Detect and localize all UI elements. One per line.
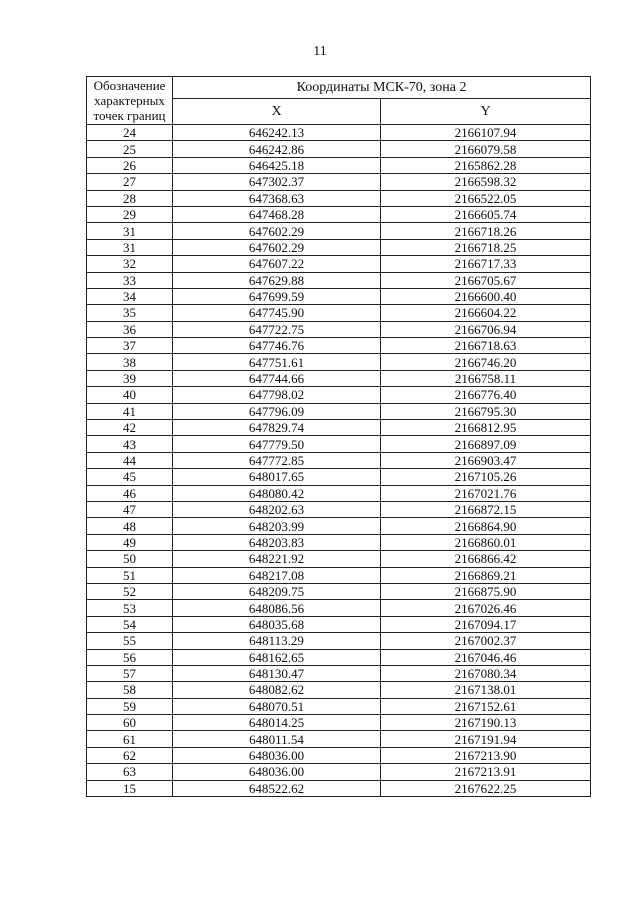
x-cell: 648086.56	[173, 600, 381, 616]
x-cell: 648522.62	[173, 780, 381, 796]
y-cell: 2166746.20	[381, 354, 591, 370]
table-row	[87, 174, 591, 190]
point-cell: 38	[87, 354, 173, 370]
x-cell: 648202.63	[173, 501, 381, 517]
point-cell: 41	[87, 403, 173, 419]
table-row	[87, 354, 591, 370]
point-cell: 47	[87, 501, 173, 517]
table-row	[87, 305, 591, 321]
point-cell: 61	[87, 731, 173, 747]
point-cell: 29	[87, 206, 173, 222]
x-cell: 647602.29	[173, 239, 381, 255]
y-cell: 2167021.76	[381, 485, 591, 501]
y-cell: 2166869.21	[381, 567, 591, 583]
x-cell: 647829.74	[173, 420, 381, 436]
x-cell: 647699.59	[173, 288, 381, 304]
table-row	[87, 288, 591, 304]
y-cell: 2167213.90	[381, 747, 591, 763]
y-cell: 2166795.30	[381, 403, 591, 419]
point-cell: 25	[87, 141, 173, 157]
point-cell: 34	[87, 288, 173, 304]
y-cell: 2166600.40	[381, 288, 591, 304]
y-cell: 2166897.09	[381, 436, 591, 452]
y-cell: 2166860.01	[381, 534, 591, 550]
table-row	[87, 239, 591, 255]
table-row	[87, 190, 591, 206]
x-cell: 647746.76	[173, 338, 381, 354]
y-cell: 2166107.94	[381, 125, 591, 141]
table-row	[87, 420, 591, 436]
y-cell: 2166718.26	[381, 223, 591, 239]
header-x: X	[173, 98, 381, 124]
y-cell: 2166866.42	[381, 551, 591, 567]
point-cell: 35	[87, 305, 173, 321]
x-cell: 647722.75	[173, 321, 381, 337]
table-row	[87, 157, 591, 173]
y-cell: 2165862.28	[381, 157, 591, 173]
table-row	[87, 469, 591, 485]
x-cell: 648080.42	[173, 485, 381, 501]
y-cell: 2167046.46	[381, 649, 591, 665]
y-cell: 2166705.67	[381, 272, 591, 288]
table-row	[87, 551, 591, 567]
point-cell: 45	[87, 469, 173, 485]
y-cell: 2166717.33	[381, 256, 591, 272]
point-cell: 39	[87, 370, 173, 386]
table-row	[87, 747, 591, 763]
coordinates-table	[86, 76, 591, 797]
point-cell: 26	[87, 157, 173, 173]
x-cell: 648162.65	[173, 649, 381, 665]
point-cell: 62	[87, 747, 173, 763]
x-cell: 647302.37	[173, 174, 381, 190]
point-cell: 49	[87, 534, 173, 550]
x-cell: 648113.29	[173, 633, 381, 649]
y-cell: 2167138.01	[381, 682, 591, 698]
x-cell: 648203.83	[173, 534, 381, 550]
point-cell: 52	[87, 583, 173, 599]
y-cell: 2166598.32	[381, 174, 591, 190]
table-row	[87, 682, 591, 698]
x-cell: 646242.86	[173, 141, 381, 157]
y-cell: 2167190.13	[381, 715, 591, 731]
x-cell: 648217.08	[173, 567, 381, 583]
y-cell: 2166718.25	[381, 239, 591, 255]
x-cell: 648203.99	[173, 518, 381, 534]
table-row	[87, 338, 591, 354]
table-row	[87, 256, 591, 272]
x-cell: 648070.51	[173, 698, 381, 714]
page-number: 11	[313, 44, 327, 59]
point-cell: 37	[87, 338, 173, 354]
x-cell: 648011.54	[173, 731, 381, 747]
table-row	[87, 485, 591, 501]
point-cell: 32	[87, 256, 173, 272]
point-cell: 33	[87, 272, 173, 288]
table-row	[87, 731, 591, 747]
table-row	[87, 206, 591, 222]
point-cell: 43	[87, 436, 173, 452]
header-y: Y	[381, 98, 591, 124]
table-body	[87, 125, 591, 797]
x-cell: 648130.47	[173, 665, 381, 681]
table-row	[87, 715, 591, 731]
point-cell: 44	[87, 452, 173, 468]
x-cell: 647751.61	[173, 354, 381, 370]
x-cell: 648035.68	[173, 616, 381, 632]
table-row	[87, 665, 591, 681]
table-row	[87, 583, 591, 599]
table-row	[87, 452, 591, 468]
point-cell: 28	[87, 190, 173, 206]
table-row	[87, 223, 591, 239]
table-row	[87, 633, 591, 649]
x-cell: 647779.50	[173, 436, 381, 452]
x-cell: 647798.02	[173, 387, 381, 403]
point-cell: 59	[87, 698, 173, 714]
table-row	[87, 600, 591, 616]
y-cell: 2167080.34	[381, 665, 591, 681]
x-cell: 648014.25	[173, 715, 381, 731]
x-cell: 647468.28	[173, 206, 381, 222]
point-cell: 31	[87, 223, 173, 239]
table-row	[87, 567, 591, 583]
x-cell: 647745.90	[173, 305, 381, 321]
table-row	[87, 501, 591, 517]
y-cell: 2166903.47	[381, 452, 591, 468]
x-cell: 646242.13	[173, 125, 381, 141]
table-row	[87, 141, 591, 157]
table-row	[87, 403, 591, 419]
point-cell: 57	[87, 665, 173, 681]
y-cell: 2166872.15	[381, 501, 591, 517]
x-cell: 647629.88	[173, 272, 381, 288]
x-cell: 646425.18	[173, 157, 381, 173]
point-cell: 58	[87, 682, 173, 698]
x-cell: 647602.29	[173, 223, 381, 239]
y-cell: 2167213.91	[381, 764, 591, 780]
point-cell: 46	[87, 485, 173, 501]
table-row	[87, 125, 591, 141]
y-cell: 2167026.46	[381, 600, 591, 616]
y-cell: 2166079.58	[381, 141, 591, 157]
y-cell: 2166812.95	[381, 420, 591, 436]
y-cell: 2167191.94	[381, 731, 591, 747]
x-cell: 647796.09	[173, 403, 381, 419]
y-cell: 2167152.61	[381, 698, 591, 714]
point-cell: 51	[87, 567, 173, 583]
point-cell: 42	[87, 420, 173, 436]
point-cell: 15	[87, 780, 173, 796]
point-cell: 50	[87, 551, 173, 567]
y-cell: 2166522.05	[381, 190, 591, 206]
y-cell: 2167094.17	[381, 616, 591, 632]
point-cell: 53	[87, 600, 173, 616]
point-cell: 31	[87, 239, 173, 255]
y-cell: 2166604.22	[381, 305, 591, 321]
table-row	[87, 518, 591, 534]
point-cell: 56	[87, 649, 173, 665]
y-cell: 2166864.90	[381, 518, 591, 534]
table-row	[87, 698, 591, 714]
x-cell: 648017.65	[173, 469, 381, 485]
y-cell: 2166718.63	[381, 338, 591, 354]
point-cell: 55	[87, 633, 173, 649]
table-row	[87, 436, 591, 452]
y-cell: 2166776.40	[381, 387, 591, 403]
header-coords-group: Координаты МСК-70, зона 2	[173, 77, 591, 99]
point-cell: 40	[87, 387, 173, 403]
x-cell: 648082.62	[173, 682, 381, 698]
point-cell: 54	[87, 616, 173, 632]
x-cell: 647368.63	[173, 190, 381, 206]
x-cell: 648209.75	[173, 583, 381, 599]
table-row	[87, 649, 591, 665]
point-cell: 63	[87, 764, 173, 780]
table-row	[87, 370, 591, 386]
point-cell: 27	[87, 174, 173, 190]
y-cell: 2166875.90	[381, 583, 591, 599]
y-cell: 2166758.11	[381, 370, 591, 386]
point-cell: 24	[87, 125, 173, 141]
table-row	[87, 764, 591, 780]
x-cell: 648036.00	[173, 747, 381, 763]
table-row	[87, 780, 591, 796]
point-cell: 48	[87, 518, 173, 534]
x-cell: 648221.92	[173, 551, 381, 567]
table-row	[87, 272, 591, 288]
x-cell: 647744.66	[173, 370, 381, 386]
x-cell: 647607.22	[173, 256, 381, 272]
y-cell: 2167622.25	[381, 780, 591, 796]
point-cell: 60	[87, 715, 173, 731]
x-cell: 647772.85	[173, 452, 381, 468]
table-row	[87, 321, 591, 337]
y-cell: 2166706.94	[381, 321, 591, 337]
table-row	[87, 534, 591, 550]
table-row	[87, 616, 591, 632]
y-cell: 2166605.74	[381, 206, 591, 222]
table-row	[87, 387, 591, 403]
header-point-label: Обозначение характерных точек границ	[87, 77, 173, 125]
y-cell: 2167105.26	[381, 469, 591, 485]
y-cell: 2167002.37	[381, 633, 591, 649]
point-cell: 36	[87, 321, 173, 337]
x-cell: 648036.00	[173, 764, 381, 780]
